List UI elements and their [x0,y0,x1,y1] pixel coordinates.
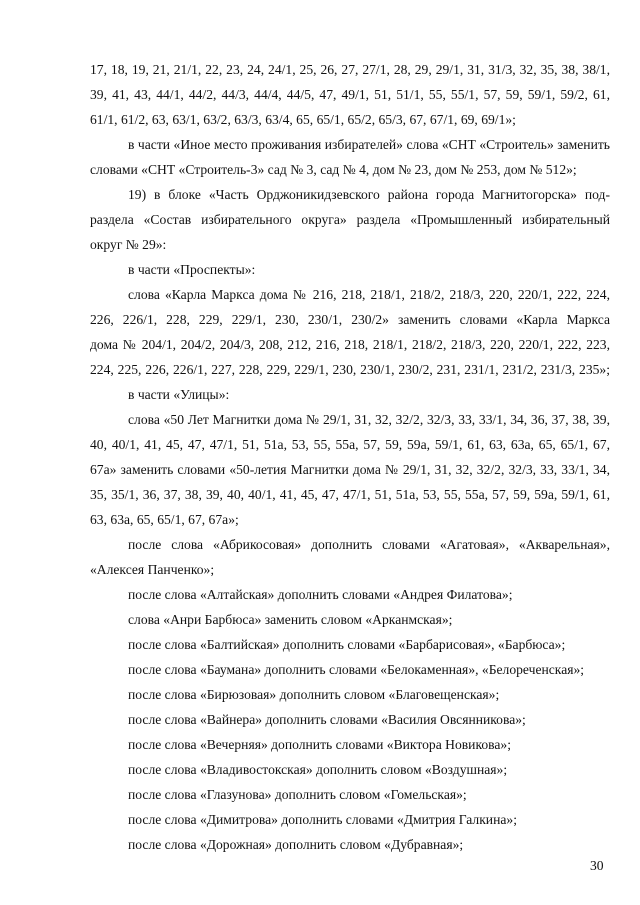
text-line: в части «Проспекты»: [128,262,256,277]
text-line: 61/1, 61/2, 63, 63/1, 63/2, 63/3, 63/4, 65, 65/1, 65/2, 65/3, 67, 67/1, 69, 69/1»; [90,112,516,127]
text-line: 67а» заменить словами «50-летия Магнитки дома № 29/1, 31, 32, 32/2, 32/3, 33, 33/1, 34, [90,462,610,477]
text-line: 224, 225, 226, 226/1, 227, 228, 229, 229/1, 230, 230/1, 230/2, 231, 231/1, 231/2, 231/3, 235»; [90,362,610,377]
text-line: 17, 18, 19, 21, 21/1, 22, 23, 24, 24/1, 25, 26, 27, 27/1, 28, 29, 29/1, 31, 31/3, 32, 35, 38, 38/1, [90,62,610,77]
text-line: «Алексея Панченко»; [90,562,215,577]
page-number: 30 [590,858,604,873]
text-line: после слова «Балтийская» дополнить словами «Барбарисовая», «Барбюса»; [128,637,566,652]
text-line: словами «СНТ «Строитель-3» сад № 3, сад № 4, дом № 23, дом № 253, дом № 512»; [90,162,577,177]
text-line: 226, 226/1, 228, 229, 229/1, 230, 230/1, 230/2» заменить словами «Карла Маркса [90,312,610,327]
text-line: в части «Улицы»: [128,387,230,402]
text-line: 40, 40/1, 41, 45, 47, 47/1, 51, 51а, 53, 55, 55а, 57, 59, 59а, 59/1, 61, 63, 63а, 65, 65/1, 67, [90,437,610,452]
text-line: 63, 63а, 65, 65/1, 67, 67а»; [90,512,239,527]
text-line: после слова «Алтайская» дополнить словами «Андрея Филатова»; [128,587,513,602]
text-line: раздела «Состав избирательного округа» раздела «Промышленный избирательный [90,212,610,227]
text-line: после слова «Баумана» дополнить словами «Белокаменная», «Белореченская»; [128,662,585,677]
text-line: после слова «Дорожная» дополнить словом «Дубравная»; [128,837,464,852]
text-line: 19) в блоке «Часть Орджоникидзевского района города Магнитогорска» под- [128,187,610,202]
text-line: после слова «Вечерняя» дополнить словами «Виктора Новикова»; [128,737,512,752]
text-line: округ № 29»: [90,237,167,252]
text-line: после слова «Владивостокская» дополнить словом «Воздушная»; [128,762,508,777]
text-line: после слова «Вайнера» дополнить словами «Василия Овсянникова»; [128,712,526,727]
text-line: 39, 41, 43, 44/1, 44/2, 44/3, 44/4, 44/5, 47, 49/1, 51, 51/1, 55, 55/1, 57, 59, 59/1, 59/2, 61, [90,87,610,102]
text-line: слова «Карла Маркса дома № 216, 218, 218/1, 218/2, 218/3, 220, 220/1, 222, 224, [128,287,610,302]
text-line: дома № 204/1, 204/2, 204/3, 208, 212, 216, 218, 218/1, 218/2, 218/3, 220, 220/1, 222, 223, [90,337,610,352]
text-line: 35, 35/1, 36, 37, 38, 39, 40, 40/1, 41, 45, 47, 47/1, 51, 51а, 53, 55, 55а, 57, 59, 59а, 59/1, 61, [90,487,610,502]
text-line: после слова «Димитрова» дополнить словами «Дмитрия Галкина»; [128,812,517,827]
text-line: после слова «Бирюзовая» дополнить словом «Благовещенская»; [128,687,500,702]
text-line: слова «50 Лет Магнитки дома № 29/1, 31, 32, 32/2, 32/3, 33, 33/1, 34, 36, 37, 38, 39, [128,412,610,427]
text-line: слова «Анри Барбюса» заменить словом «Арканмская»; [128,612,453,627]
text-line: после слова «Абрикосовая» дополнить словами «Агатовая», «Акварельная», [128,537,610,552]
text-line: в части «Иное место проживания избирателей» слова «СНТ «Строитель» заменить [128,137,610,152]
text-line: после слова «Глазунова» дополнить словом «Гомельская»; [128,787,467,802]
